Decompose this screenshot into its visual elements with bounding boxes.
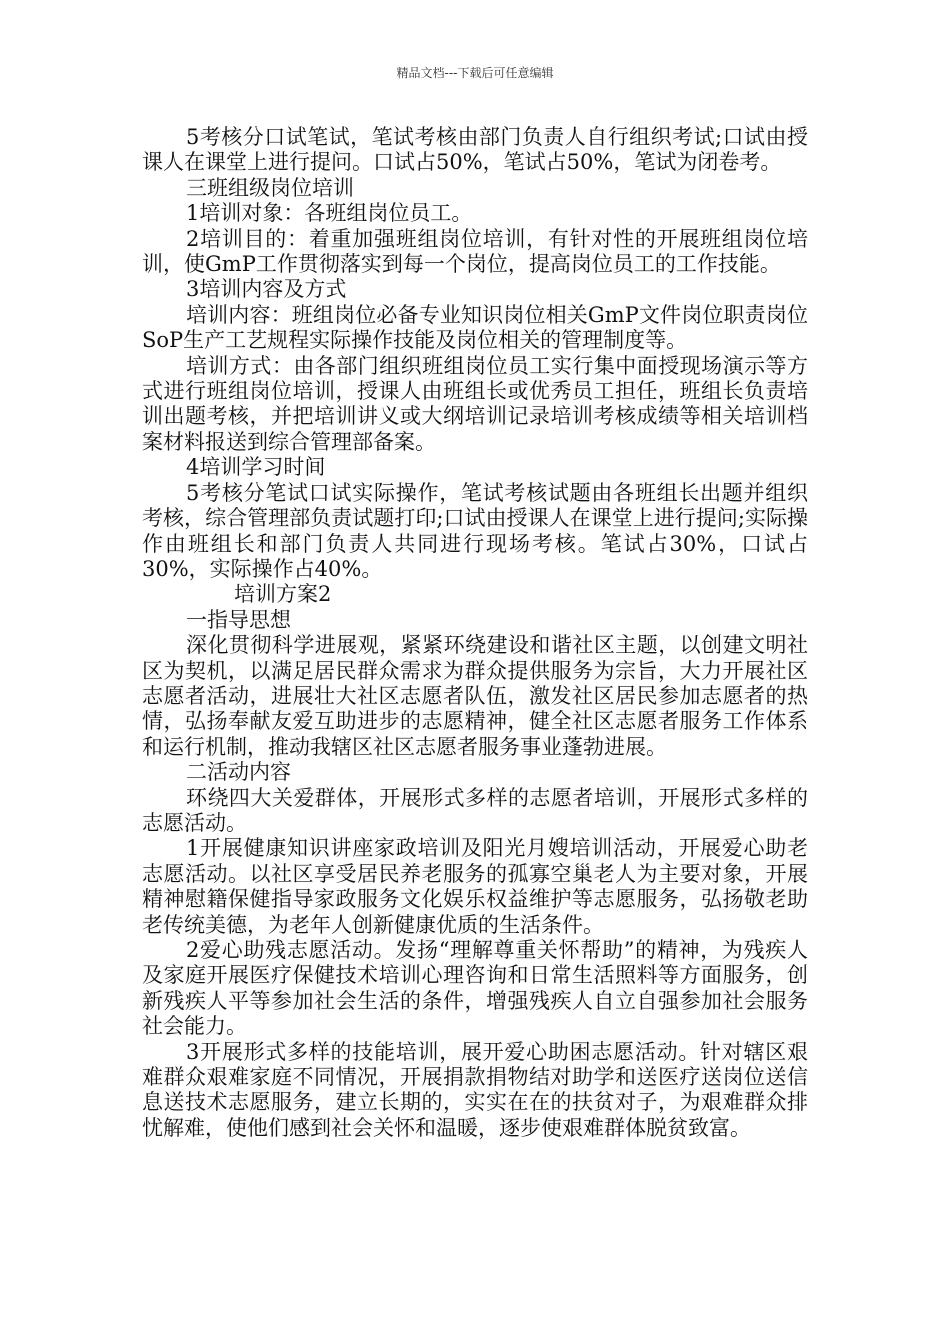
paragraph-activity-elderly: 1开展健康知识讲座家政培训及阳光月嫂培训活动，开展爱心助老志愿活动。以社区享受居民养老服务的孤寡空巢老人为主要对象，开展精神慰籍保健指导家政服务文化娱乐权益维护等志愿服务，弘扬敬老助老传统美德，为老年人创新健康优质的生活条件。 [142, 836, 808, 937]
paragraph-training-content: 培训内容：班组岗位必备专业知识岗位相关GmP文件岗位职责岗位SoP生产工艺规程实际操作技能及岗位相关的管理制度等。 [142, 302, 808, 353]
paragraph-training-method: 培训方式：由各部门组织班组岗位员工实行集中面授现场演示等方式进行班组岗位培训，授课人由班组长或优秀员工担任，班组长负责培训出题考核，并把培训讲义或大纲培训记录培训考核成绩等相关培训档案材料报送到综合管理部备案。 [142, 353, 808, 454]
paragraph-training-target: 1培训对象：各班组岗位员工。 [186, 201, 473, 226]
section-heading-guiding-thought: 一指导思想 [186, 607, 291, 632]
paragraph-exam-1: 5考核分口试笔试，笔试考核由部门负责人自行组织考试;口试由授课人在课堂上进行提问。口试占50%，笔试占50%，笔试为闭卷考。 [142, 125, 808, 175]
paragraph-activity-disabled: 2爱心助残志愿活动。发扬“理解尊重关怀帮助”的精神，为残疾人及家庭开展医疗保健技术培训心理咨询和日常生活照料等方面服务，创新残疾人平等参加社会生活的条件，增强残疾人自立自强参加社会服务社会能力。 [142, 938, 808, 1039]
paragraph-activity-skills: 3开展形式多样的技能培训，展开爱心助困志愿活动。针对辖区艰难群众艰难家庭不同情况，开展捐款捐物结对助学和送医疗送岗位送信息送技术志愿服务，建立长期的，实实在在的扶贫对子，为艰难群众排忧解难，使他们感到社会关怀和温暖，逐步使艰难群体脱贫致富。 [142, 1039, 808, 1140]
paragraph-content-method-heading: 3培训内容及方式 [186, 277, 347, 302]
paragraph-exam-2: 5考核分笔试口试实际操作，笔试考核试题由各班组长出题并组织考核，综合管理部负责试题打印;口试由授课人在课堂上进行提问;实际操作由班组长和部门负责人共同进行现场考核。笔试占30%，口试占30%，实际操作占40%。 [142, 480, 808, 581]
paragraph-guiding-thought: 深化贯彻科学进展观，紧紧环绕建设和谐社区主题，以创建文明社区为契机，以满足居民群众需求为群众提供服务为宗旨，大力开展社区志愿者活动，进展壮大社区志愿者队伍，激发社区居民参加志愿者的热情，弘扬奉献友爱互助进步的志愿精神，健全社区志愿者服务工作体系和运行机制，推动我辖区社区志愿者服务事业蓬勃进展。 [142, 633, 808, 759]
section-title-plan-2: 培训方案2 [234, 582, 332, 607]
paragraph-study-time: 4培训学习时间 [186, 455, 326, 480]
page-header: 精品文档---下载后可任意编辑 [396, 66, 554, 80]
paragraph-training-purpose: 2培训目的：着重加强班组岗位培训，有针对性的开展班组岗位培训，使GmP工作贯彻落实到每一个岗位，提高岗位员工的工作技能。 [142, 226, 808, 277]
section-heading-team-training: 三班组级岗位培训 [186, 175, 354, 200]
document-body [142, 125, 808, 1141]
paragraph-activities-intro: 环绕四大关爱群体，开展形式多样的志愿者培训，开展形式多样的志愿活动。 [142, 785, 808, 835]
section-heading-activities: 二活动内容 [186, 760, 291, 785]
